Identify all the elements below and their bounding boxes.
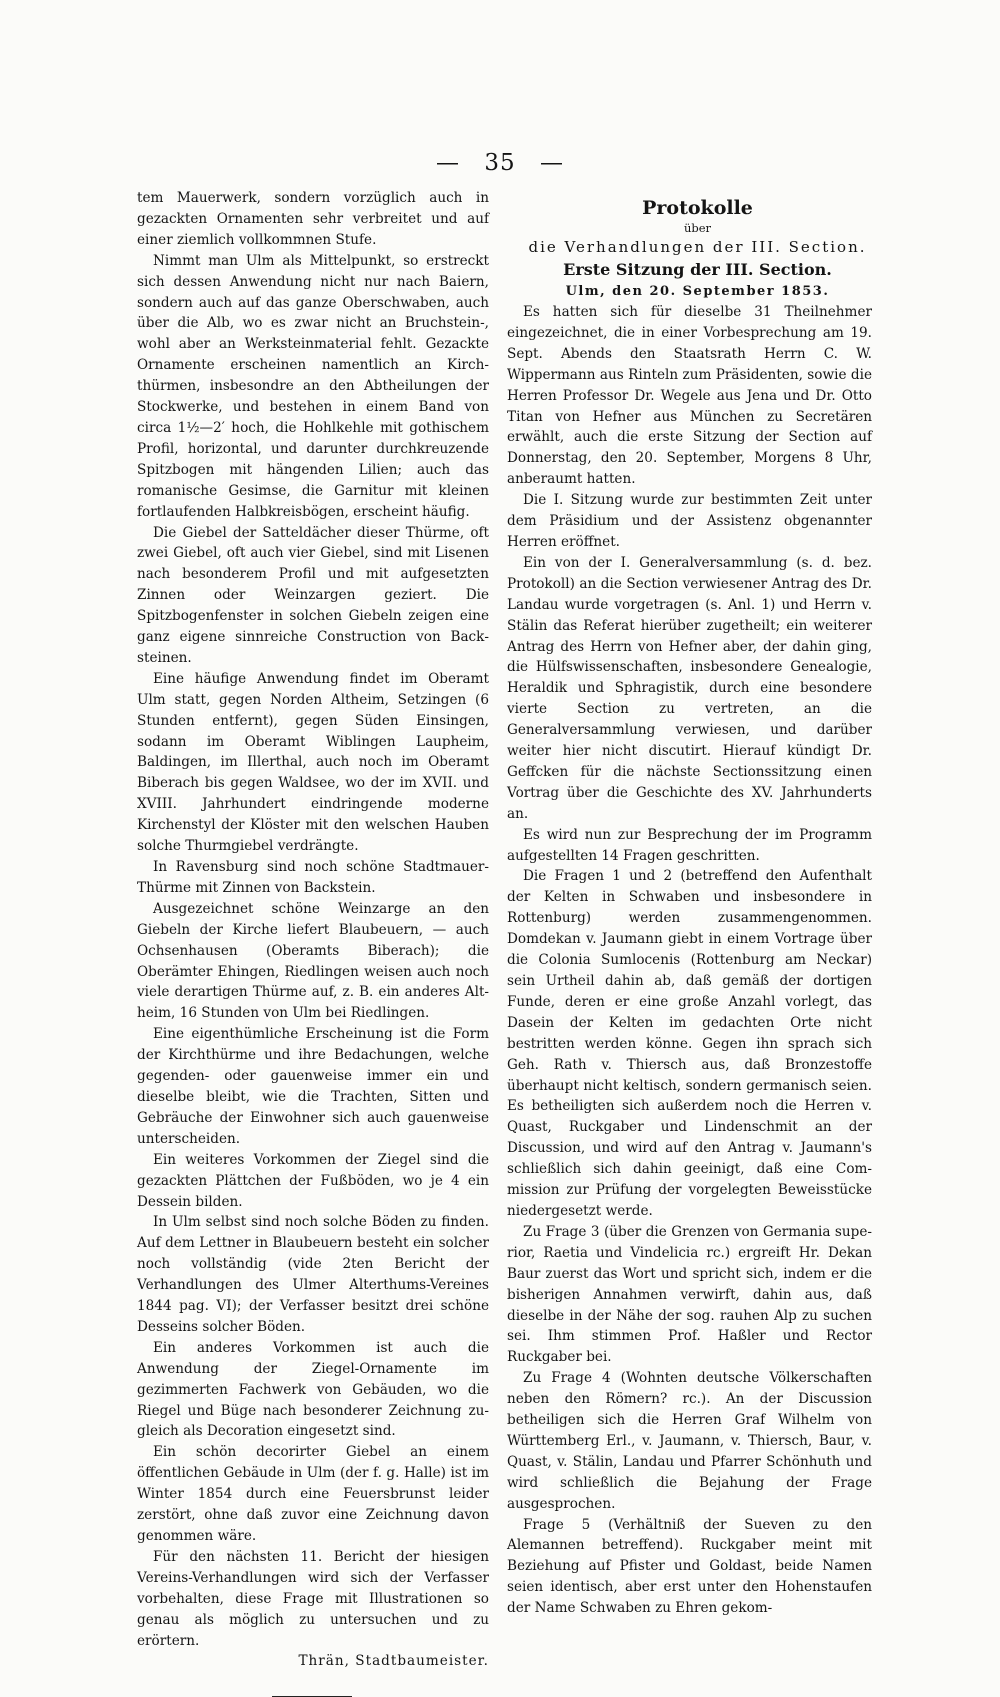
protocol-title: Protokolle <box>642 197 753 219</box>
left-paragraph-8: Ein weiteres Vorkommen der Ziegel sind die gezackten Plättchen der Fußböden, wo je 4 ein Dessein bilden. <box>137 1151 489 1210</box>
right-paragraph-2: Die I. Sitzung wurde zur bestimmten Zeit unter dem Präsidium und der Assistenz obgenannter Herren eröffnet. <box>507 492 872 550</box>
left-paragraph-6: Ausgezeichnet schöne Weinzarge an den Giebeln der Kirche liefert Blaubeuern, — auch Ochsenhausen (Oberamts Biberach); die Oberämter Ehingen, Riedlingen weisen auch noch viele derartigen Thürme auf, z. B. ein anderes Altheim, 16 Stunden von Ulm bei Riedlingen. <box>137 900 489 1022</box>
left-paragraph-3: Die Giebel der Satteldächer dieser Thürme, oft zwei Giebel, oft auch vier Giebel, sind mit Lisenen nach besonderem Profil und mit aufgesetzten Zinnen oder Weinzargen geziert. Die Spitzbogenfenster in solchen Giebeln zeigen eine ganz eigene sinnreiche Construction von Backsteinen. <box>137 524 489 666</box>
left-paragraph-12: Für den nächsten 11. Bericht der hiesigen Vereins-Verhandlungen wird sich der Verfasser vorbehalten, diese Frage mit Illustrationen so genau als möglich zu untersuchen und zu erörtern. <box>137 1548 489 1649</box>
left-paragraph-10: Ein anderes Vorkommen ist auch die Anwendung der Ziegel-Ornamente im gezimmerten Fachwerk von Gebäuden, wo die Riegel und Büge nach besonderer Zeichnung zugleich als Decoration eingesetzt sind. <box>137 1339 489 1440</box>
right-paragraph-8: Frage 5 (Verhältniß der Sueven zu den Alemannen betreffend). Ruckgaber meint mit Beziehung auf Pfister und Goldast, beide Namen seien identisch, aber erst unter den Hohenstaufen der Name Schwaben zu Ehren gekom- <box>507 1516 872 1617</box>
left-paragraph-9: In Ulm selbst sind noch solche Böden zu finden. Auf dem Lettner in Blaubeuern besteht ein solcher noch vollständig (vide 2ten Bericht der Verhandlungen des Ulmer Alterthums-Vereines 1844 pag. VI); der Verfasser besitzt drei schöne Desseins solcher Böden. <box>137 1214 489 1335</box>
page-number-dash-right: — <box>539 150 564 176</box>
left-paragraph-5: In Ravensburg sind noch schöne Stadtmauer-Thürme mit Zinnen von Backstein. <box>137 859 489 896</box>
left-paragraph-4: Eine häufige Anwendung findet im Oberamt Ulm statt, gegen Norden Altheim, Setzingen (6 Stunden entfernt), gegen Süden Einsingen, sodann im Oberamt Wiblingen Laupheim, Baldingen, im Illerthal, auch noch im Oberamt Biberach bis gegen Waldsee, wo der im XVII. und XVIII. Jahrhundert eindringende moderne Kirchenstyl der Klöster mit den welschen Hauben solche Thurmgiebel verdrängte. <box>137 670 489 855</box>
right-paragraph-1: Es hatten sich für dieselbe 31 Theilnehmer eingezeichnet, die in einer Vorbesprechung am 19. Sept. Abends den Staatsrath Herrn C. W. Wippermann aus Rinteln zum Präsidenten, sowie die Herren Professor Dr. Wegele aus Jena und Dr. Otto Titan von Hefner aus München zu Secretären erwählt, auch die erste Sitzung der Section auf Donnerstag, den 20. September, Morgens 8 Uhr, anberaumt hatten. <box>507 304 872 488</box>
right-paragraph-7: Zu Frage 4 (Wohnten deutsche Völkerschaften neben den Römern? rc.). An der Discussion betheiligen sich die Herren Graf Wilhelm von Württemberg Erl., v. Jaumann, v. Thiersch, Baur, v. Quast, v. Stälin, Landau und Pfarrer Schönhuth und wird schließlich die Bejahung der Frage ausgesprochen. <box>507 1370 872 1512</box>
right-paragraph-4: Es wird nun zur Besprechung der im Programm aufgestellten 14 Fragen geschritten. <box>507 826 872 864</box>
page-number <box>0 150 1000 176</box>
left-paragraph-11: Ein schön decorirter Giebel an einem öffentlichen Gebäude in Ulm (der f. g. Halle) ist im Winter 1854 durch eine Feuersbrunst leider zerstört, ohne daß zuvor eine Zeichnung davon genommen wäre. <box>137 1444 489 1544</box>
right-paragraph-6: Zu Frage 3 (über die Grenzen von Germania superior, Raetia und Vindelicia rc.) ergreift Hr. Dekan Baur zuerst das Wort und spricht sich, indem er die bisherigen Annahmen verwirft, dahin aus, daß dieselbe in der Nähe der sog. rauhen Alp zu suchen sei. Ihm stimmen Prof. Haßler und Rector Ruckgaber bei. <box>507 1223 872 1366</box>
right-paragraph-5: Die Fragen 1 und 2 (betreffend den Aufenthalt der Kelten in Schwaben und insbesondere in Rottenburg) werden zusammengenommen. Domdekan v. Jaumann giebt in einem Vortrage über die Colonia Sumlocenis (Rottenburg am Neckar) sein Urtheil dahin ab, daß gemäß der dortigen Funde, deren er eine große Anzahl vorlegt, das Dasein der Kelten im gedachten Orte nicht bestritten werden könne. Gegen ihn sprach sich Geh. Rath v. Thiersch aus, daß Bronzestoffe überhaupt nicht keltisch, sondern germanisch seien. Es betheiligten sich außerdem noch die Herren v. Quast, Ruckgaber und Lindenschmit an der Discussion, und wird auf den Antrag v. Jaumann's schließlich sich dahin geeinigt, daß eine Commission zur Prüfung der vorgelegten Beweisstücke niedergesetzt werde. <box>507 868 872 1219</box>
left-paragraph-2: Nimmt man Ulm als Mittelpunkt, so erstreckt sich dessen Anwendung nicht nur nach Baiern, sondern auch auf das ganze Oberschwaben, auch über die Alb, wo es zwar nicht an Bruchstein-, wohl aber an Werksteinmaterial fehlt. Gezackte Ornamente erscheinen namentlich an Kirchthürmen, insbesondre an den Abtheilungen der Stockwerke, und bestehen in einem Band von circa 1½—2′ hoch, die Hohlkehle mit gothischem Profil, horizontal, und darunter durchkreuzende Spitzbogen mit hängenden Lilien; auch das romanische Gesimse, die Garnitur mit kleinen fortlaufenden Halbkreisbögen, erscheint häufig. <box>137 252 489 520</box>
left-paragraph-1: tem Mauerwerk, sondern vorzüglich auch in gezackten Ornamenten sehr verbreitet und auf einer ziemlich vollkommnen Stufe. <box>137 190 489 248</box>
page-number-value: 35 <box>484 150 516 176</box>
left-paragraph-7: Eine eigenthümliche Erscheinung ist die Form der Kirchthürme und ihre Bedachungen, welche gegenden- oder gauenweise immer ein und dieselbe bleibt, wie die Trachten, Sitten und Gebräuche der Einwohner sich auch gauenweise unterscheiden. <box>137 1026 489 1147</box>
right-column <box>507 196 872 1619</box>
left-column <box>137 188 489 1697</box>
right-paragraph-3: Ein von der I. Generalversammlung (s. d. bez. Protokoll) an die Section verwiesener Antrag des Dr. Landau wurde vorgetragen (s. Anl. 1) und Herrn v. Stälin das Referat hierüber zugetheilt; ein weiterer Antrag des Herrn von Hefner aber, der dahin ging, die Hülfswissenschaften, insbesondere Genealogie, Heraldik und Sphragistik, durch eine besondere vierte Section zu vertreten, an die Generalversammlung verwiesen, und darüber weiter hier nicht discutirt. Hierauf kündigt Dr. Geffcken für die nächste Sectionssitzung einen Vortrag über die Geschichte des XV. Jahrhunderts an. <box>507 554 872 822</box>
session-heading: Erste Sitzung der III. Section. <box>563 260 832 279</box>
signature: Thrän, Stadtbaumeister. <box>298 1653 489 1670</box>
page-number-dash-left: — <box>436 150 461 176</box>
protocol-ueber: über <box>683 221 712 235</box>
session-date: Ulm, den 20. September 1853. <box>565 284 830 299</box>
protocol-subtitle: die Verhandlungen der III. Section. <box>528 238 867 256</box>
